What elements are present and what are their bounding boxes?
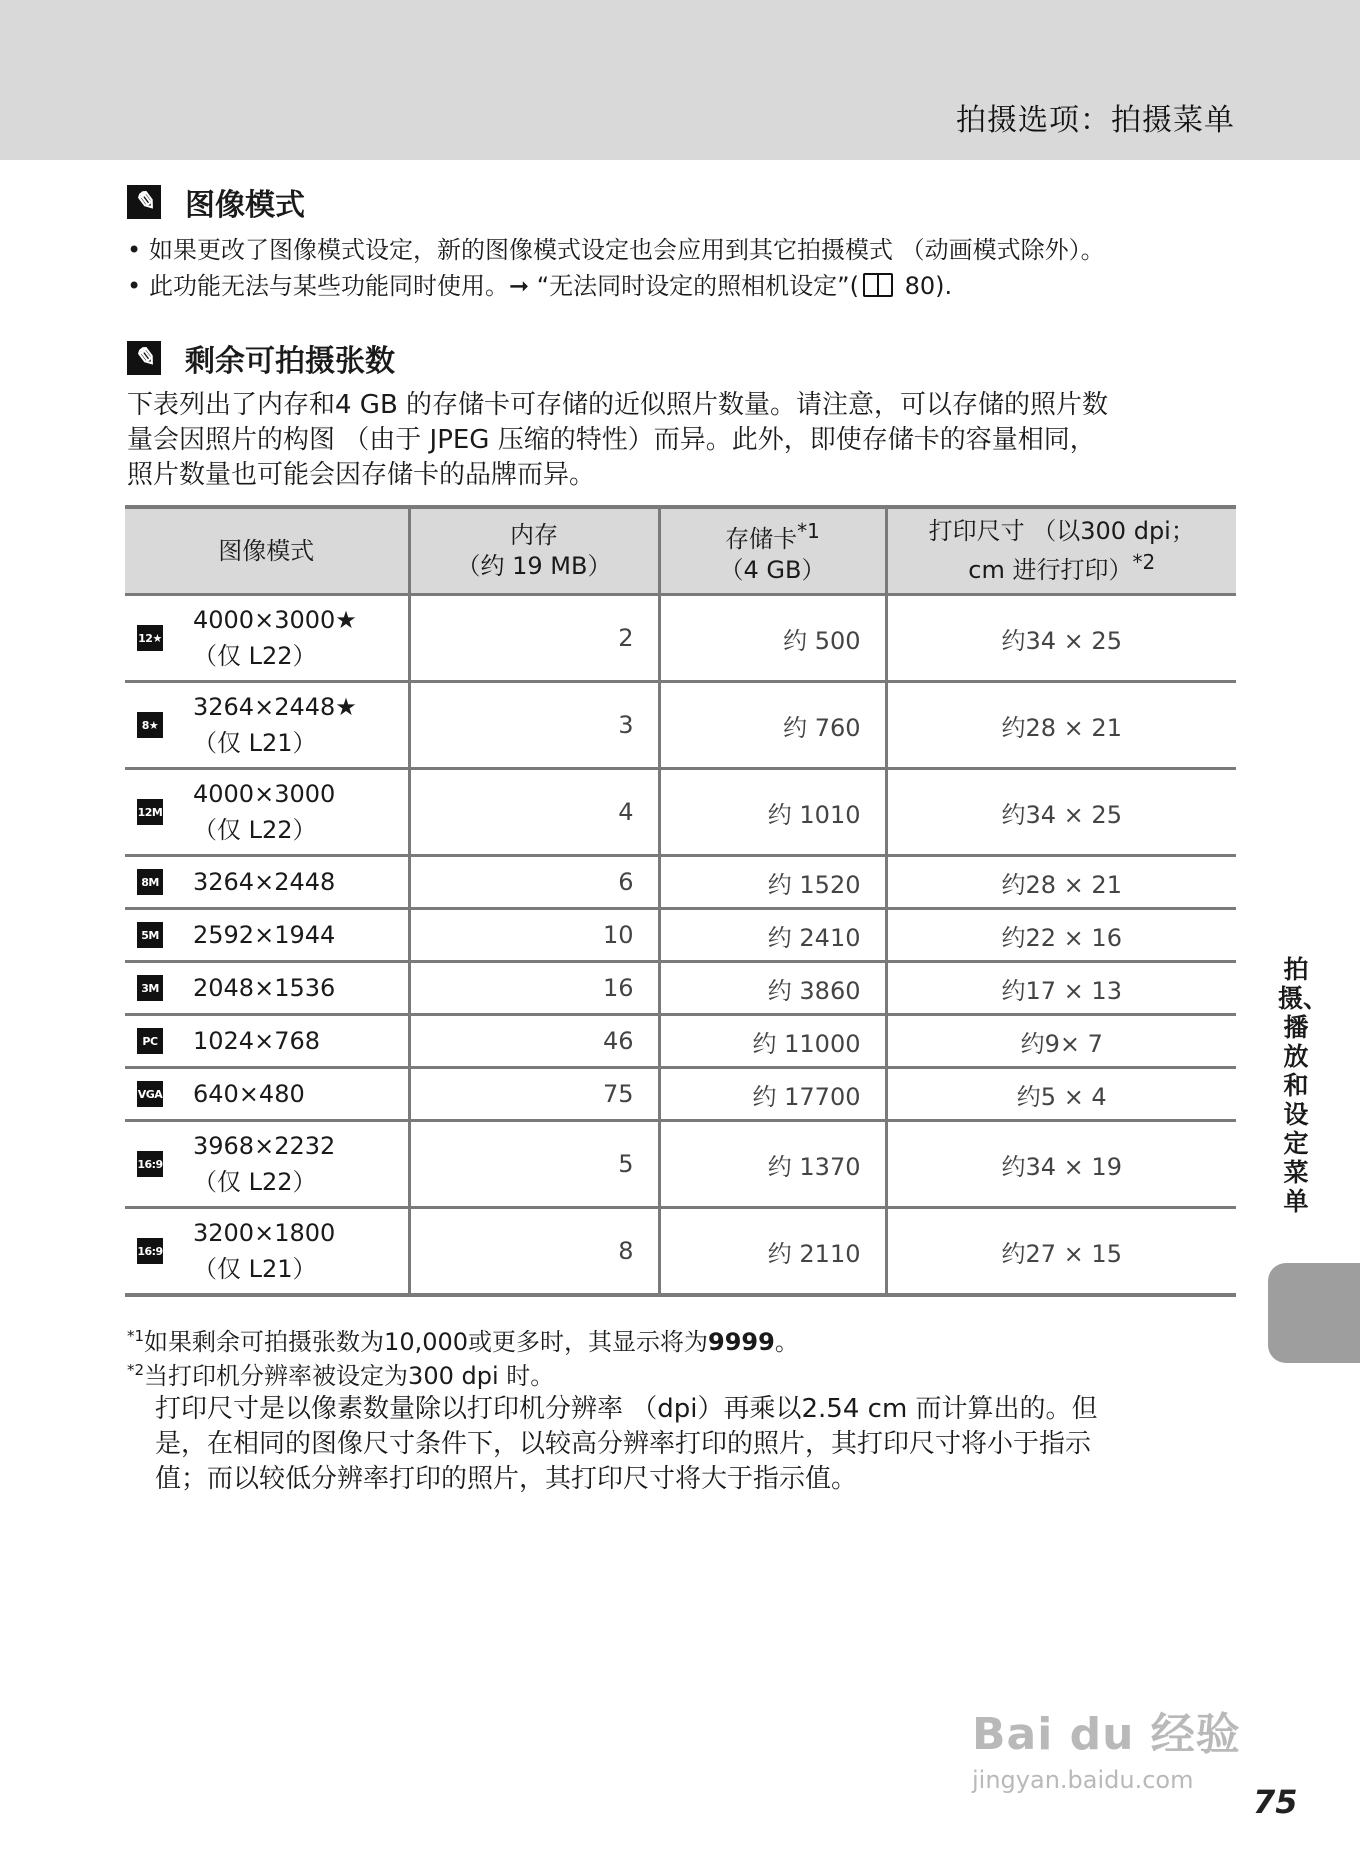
print-size: 约34 × 25 bbox=[886, 595, 1236, 682]
image-mode-icon: 3M bbox=[137, 975, 163, 1001]
table-row bbox=[125, 1068, 1236, 1121]
footnote-marker: *2 bbox=[127, 1361, 145, 1379]
image-mode-icon: 8★ bbox=[137, 712, 163, 738]
image-mode-icon: PC bbox=[137, 1028, 163, 1054]
resolution: 4000×3000★ bbox=[193, 606, 357, 634]
resolution: 1024×768 bbox=[193, 1027, 320, 1055]
note-title: 图像模式 bbox=[185, 188, 305, 223]
table-row bbox=[125, 1208, 1236, 1296]
print-size: 约9× 7 bbox=[886, 1015, 1236, 1068]
intro-paragraph bbox=[127, 388, 1247, 493]
resolution: 3264×2448★ bbox=[193, 693, 357, 721]
header-print-size bbox=[886, 507, 1236, 595]
side-chapter-tab[interactable] bbox=[1268, 1263, 1360, 1363]
header-card bbox=[659, 507, 886, 595]
table-row bbox=[125, 595, 1236, 682]
table-row bbox=[125, 909, 1236, 962]
memory-count: 2 bbox=[409, 595, 659, 682]
page-reference-link[interactable]: 80). bbox=[896, 272, 953, 300]
note-heading-image-mode bbox=[127, 180, 305, 224]
memory-count: 10 bbox=[409, 909, 659, 962]
header-text: （约 19 MB） bbox=[456, 552, 612, 580]
card-count: 约 500 bbox=[659, 595, 886, 682]
book-reference-icon bbox=[863, 273, 893, 297]
image-mode-icon: 12★ bbox=[137, 625, 163, 651]
card-count: 约 760 bbox=[659, 682, 886, 769]
header-text: （4 GB） bbox=[719, 556, 826, 584]
print-size: 约34 × 19 bbox=[886, 1121, 1236, 1208]
footnote-1 bbox=[127, 1320, 799, 1358]
baidu-watermark bbox=[972, 1698, 1241, 1794]
image-mode-icon: 8M bbox=[137, 869, 163, 895]
resolution: 2048×1536 bbox=[193, 974, 336, 1002]
print-size: 约34 × 25 bbox=[886, 769, 1236, 856]
print-size: 约22 × 16 bbox=[886, 909, 1236, 962]
memory-count: 6 bbox=[409, 856, 659, 909]
intro-line: 照片数量也可能会因存储卡的品牌而异。 bbox=[127, 460, 596, 490]
table-header-row bbox=[125, 507, 1236, 595]
resolution: 4000×3000 bbox=[193, 780, 336, 808]
card-count: 约 2110 bbox=[659, 1208, 886, 1296]
pencil-note-icon: ✎ bbox=[127, 185, 161, 219]
note-title: 剩余可拍摄张数 bbox=[185, 344, 395, 379]
table-row bbox=[125, 1015, 1236, 1068]
card-count: 约 1370 bbox=[659, 1121, 886, 1208]
print-size: 约28 × 21 bbox=[886, 856, 1236, 909]
footnote-bold-value: 9999 bbox=[708, 1328, 775, 1356]
resolution: 3200×1800 bbox=[193, 1219, 336, 1247]
table-row bbox=[125, 1121, 1236, 1208]
card-count: 约 11000 bbox=[659, 1015, 886, 1068]
footnote-text: 当打印机分辨率被设定为300 dpi 时。 bbox=[144, 1362, 555, 1390]
pencil-note-icon: ✎ bbox=[127, 341, 161, 375]
memory-count: 4 bbox=[409, 769, 659, 856]
header-text: 存储卡 bbox=[725, 525, 798, 553]
image-mode-icon: 16:9 bbox=[137, 1151, 163, 1177]
memory-count: 75 bbox=[409, 1068, 659, 1121]
intro-line: 量会因照片的构图 （由于 JPEG 压缩的特性）而异。此外，即使存储卡的容量相同， bbox=[127, 425, 1096, 455]
header-text: 内存 bbox=[510, 521, 558, 549]
print-size: 约27 × 15 bbox=[886, 1208, 1236, 1296]
memory-count: 16 bbox=[409, 962, 659, 1015]
footnote-line: 值；而以较低分辨率打印的照片，其打印尺寸将大于指示值。 bbox=[155, 1464, 858, 1494]
watermark-brand: Bai du 经验 bbox=[972, 1709, 1241, 1760]
note-heading-remaining-shots bbox=[127, 336, 395, 380]
resolution: 640×480 bbox=[193, 1080, 305, 1108]
model-note: （仅 L21） bbox=[193, 729, 317, 757]
model-note: （仅 L21） bbox=[193, 1255, 317, 1283]
memory-count: 3 bbox=[409, 682, 659, 769]
footnote-2 bbox=[127, 1354, 554, 1392]
footnote-text: 。 bbox=[774, 1328, 799, 1356]
header-memory bbox=[409, 507, 659, 595]
footnote-marker: *2 bbox=[1132, 550, 1156, 574]
card-count: 约 2410 bbox=[659, 909, 886, 962]
image-mode-icon: 12M bbox=[137, 799, 163, 825]
footnote-line: 是，在相同的图像尺寸条件下，以较高分辨率打印的照片，其打印尺寸将小于指示 bbox=[155, 1429, 1092, 1459]
page-number: 75 bbox=[1253, 1783, 1298, 1821]
card-count: 约 17700 bbox=[659, 1068, 886, 1121]
intro-line: 下表列出了内存和4 GB 的存储卡可存储的近似照片数量。请注意，可以存储的照片数 bbox=[127, 390, 1109, 420]
header-text: cm 进行打印） bbox=[968, 556, 1133, 584]
header-mode bbox=[125, 507, 409, 595]
image-mode-icon: 5M bbox=[137, 922, 163, 948]
table-row bbox=[125, 962, 1236, 1015]
bullet-item: • 如果更改了图像模式设定，新的图像模式设定也会应用到其它拍摄模式 （动画模式除外）。 bbox=[127, 236, 1105, 264]
footnote-paragraph bbox=[155, 1392, 1098, 1497]
memory-count: 46 bbox=[409, 1015, 659, 1068]
footnote-marker: *1 bbox=[797, 519, 820, 543]
bullet-item: • 此功能无法与某些功能同时使用。➞ “无法同时设定的照相机设定”( 80). bbox=[127, 272, 953, 300]
footnote-text: 如果剩余可拍摄张数为10,000或更多时，其显示将为 bbox=[144, 1328, 709, 1356]
bullet-text: 此功能无法与某些功能同时使用。➞ “无法同时设定的照相机设定”( bbox=[149, 272, 859, 300]
model-note: （仅 L22） bbox=[193, 816, 317, 844]
card-count: 约 3860 bbox=[659, 962, 886, 1015]
table-row bbox=[125, 769, 1236, 856]
side-chapter-label: 拍摄、播放和设定菜单 bbox=[1278, 955, 1329, 1216]
resolution: 3264×2448 bbox=[193, 868, 336, 896]
print-size: 约17 × 13 bbox=[886, 962, 1236, 1015]
footnote-line: 打印尺寸是以像素数量除以打印机分辨率 （dpi）再乘以2.54 cm 而计算出的。但 bbox=[155, 1394, 1098, 1424]
model-note: （仅 L22） bbox=[193, 642, 317, 670]
resolution: 3968×2232 bbox=[193, 1132, 336, 1160]
remaining-shots-table bbox=[125, 505, 1236, 1297]
table-row bbox=[125, 682, 1236, 769]
card-count: 约 1520 bbox=[659, 856, 886, 909]
header-text: 图像模式 bbox=[218, 536, 315, 565]
header-text: 打印尺寸 （以300 dpi； bbox=[928, 517, 1195, 545]
watermark-url: jingyan.baidu.com bbox=[972, 1766, 1194, 1794]
memory-count: 8 bbox=[409, 1208, 659, 1296]
page-section-title: 拍摄选项：拍摄菜单 bbox=[956, 103, 1235, 138]
resolution: 2592×1944 bbox=[193, 921, 336, 949]
print-size: 约5 × 4 bbox=[886, 1068, 1236, 1121]
bullet-text: 如果更改了图像模式设定，新的图像模式设定也会应用到其它拍摄模式 （动画模式除外）。 bbox=[149, 236, 1105, 264]
card-count: 约 1010 bbox=[659, 769, 886, 856]
model-note: （仅 L22） bbox=[193, 1168, 317, 1196]
memory-count: 5 bbox=[409, 1121, 659, 1208]
footnote-marker: *1 bbox=[127, 1327, 145, 1345]
print-size: 约28 × 21 bbox=[886, 682, 1236, 769]
image-mode-icon: VGA bbox=[137, 1081, 163, 1107]
table-row bbox=[125, 856, 1236, 909]
image-mode-icon: 16:9 bbox=[137, 1238, 163, 1264]
